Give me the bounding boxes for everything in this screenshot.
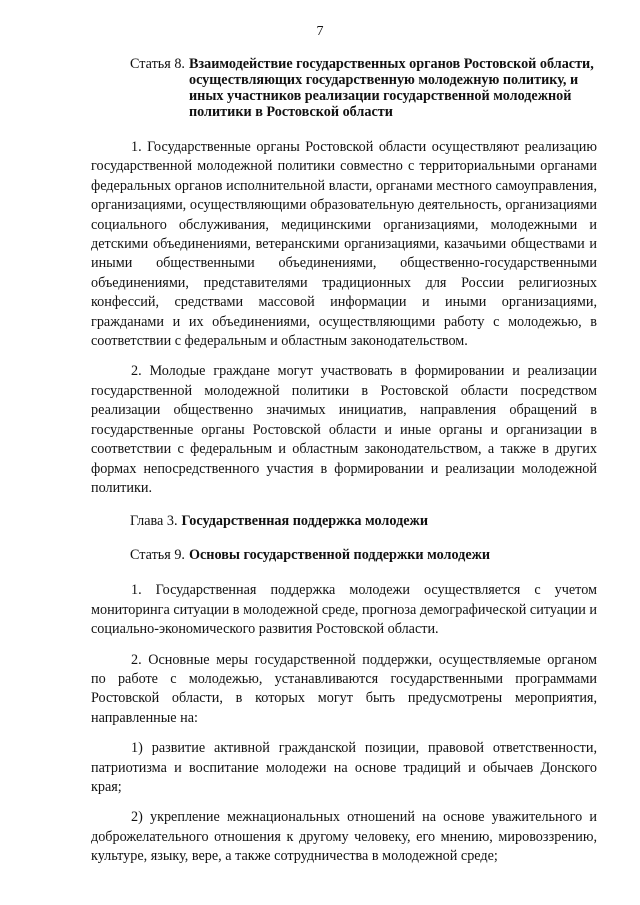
article-8-paragraph-2: 2. Молодые граждане могут участвовать в формировании и реализации государственной молодежной политики в Ростовской области посредством реализации общественно значимых инициатив, направления обращений в государственные органы Ростовской области и иные органы и организации в соответствии с федеральным и областным законодательством, а также в других формах непосредственного участия в формировании и реализации молодежной политики. [91, 363, 597, 496]
article-8-paragraph-1: 1. Государственные органы Ростовской области осуществляют реализацию государственной молодежной политики совместно с территориальными органами федеральных органов исполнительной власти, органами местного самоуправления, организациями, осуществляющими образовательную деятельность, организациями социального обслуживания, медицинскими организациями, молодежными и детскими объединениями, ветеранскими организациями, казачьими обществами и иными общественными объединениями, общественно-государственными объединениями, представителями традиционных для России религиозных конфессий, средствами массовой информации и иными организациями, гражданами и их объединениями, осуществляющими работу с молодежью, в соответствии с федеральным и областным законодательством. [91, 139, 597, 350]
article-9-heading [130, 547, 597, 563]
article-9-title: Основы государственной поддержки молодежи [188, 547, 491, 564]
article-8-heading [130, 56, 597, 120]
article-8-label: Статья 8. [130, 56, 185, 72]
article-9-list-item-2: 2) укрепление межнациональных отношений на основе уважительного и доброжелательного отношения к другому человеку, его мнению, мировоззрению, культуре, языку, вере, а также сотрудничества в молодежной среде; [91, 809, 597, 865]
chapter-3-heading [130, 513, 597, 529]
document-body [91, 56, 597, 878]
article-9-paragraph-1: 1. Государственная поддержка молодежи осуществляется с учетом мониторинга ситуации в молодежной среде, прогноза демографической ситуации и социально-экономического развития Ростовской области. [91, 582, 597, 638]
article-9-list-item-1: 1) развитие активной гражданской позиции, правовой ответственности, патриотизма и воспитание молодежи на основе традиций и обычаев Донского края; [91, 740, 597, 795]
article-9-paragraph-2: 2. Основные меры государственной поддержки, осуществляемые органом по работе с молодежью, устанавливаются государственными программами Ростовской области, в которых могут быть предусмотрены мероприятия, направленные на: [91, 651, 597, 726]
article-9-label: Статья 9. [130, 547, 185, 564]
page-number: 7 [316, 24, 324, 39]
chapter-3-title: Государственная поддержка молодежи [181, 513, 428, 530]
chapter-3-label: Глава 3. [130, 513, 178, 530]
article-8-title: Взаимодействие государственных органов Ростовской области, осуществляющих государственную молодежную политику, и иных участников реализации государственной молодежной политики в Ростовской области [188, 56, 594, 120]
